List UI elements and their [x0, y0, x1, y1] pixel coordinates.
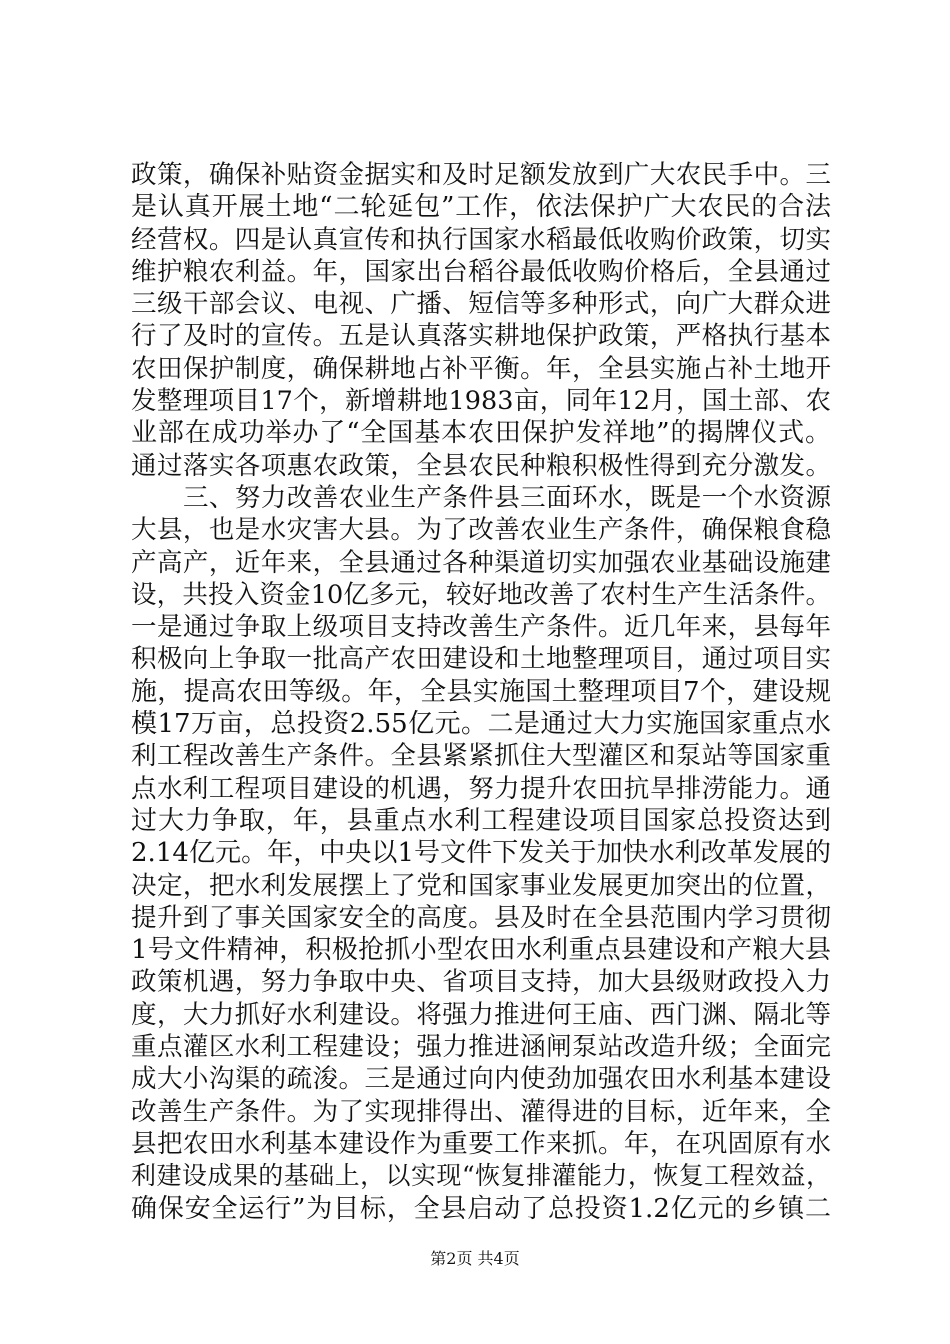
text-line: 行了及时的宣传。五是认真落实耕地保护政策，严格执行基本	[131, 321, 831, 352]
text-line: 决定，把水利发展摆上了党和国家事业发展更加突出的位置，	[131, 870, 831, 901]
text-line: 重点灌区水利工程建设；强力推进涵闸泵站改造升级；全面完	[131, 1032, 831, 1063]
text-line: 农田保护制度，确保耕地占补平衡。年，全县实施占补土地开	[131, 353, 831, 384]
text-line: 通过落实各项惠农政策，全县农民种粮积极性得到充分激发。	[131, 450, 831, 481]
text-line: 利建设成果的基础上，以实现“恢复排灌能力，恢复工程效益，	[131, 1161, 831, 1191]
text-line: 模17万亩，总投资2.55亿元。二是通过大力实施国家重点水	[131, 709, 831, 740]
text-line: 产高产，近年来，全县通过各种渠道切实加强农业基础设施建	[131, 547, 831, 578]
text-line: 1号文件精神，积极抢抓小型农田水利重点县建设和产粮大县	[131, 935, 831, 966]
text-line: 一是通过争取上级项目支持改善生产条件。近几年来，县每年	[131, 612, 831, 643]
text-line: 经营权。四是认真宣传和执行国家水稻最低收购价政策，切实	[131, 224, 831, 255]
text-line: 发整理项目17个，新增耕地1983亩，同年12月，国土部、农	[131, 386, 831, 417]
text-line: 点水利工程项目建设的机遇，努力提升农田抗旱排涝能力。通	[131, 773, 831, 804]
text-line: 维护粮农利益。年，国家出台稻谷最低收购价格后，全县通过	[131, 256, 831, 287]
text-line: 是认真开展土地“二轮延包”工作，依法保护广大农民的合法	[131, 192, 831, 223]
text-line: 三级干部会议、电视、广播、短信等多种形式，向广大群众进	[131, 289, 831, 320]
text-line: 业部在成功举办了“全国基本农田保护发祥地”的揭牌仪式。	[131, 418, 831, 449]
text-line: 提升到了事关国家安全的高度。县及时在全县范围内学习贯彻	[131, 902, 831, 933]
text-line: 大县，也是水灾害大县。为了改善农业生产条件，确保粮食稳	[131, 515, 831, 546]
text-line: 积极向上争取一批高产农田建设和土地整理项目，通过项目实	[131, 644, 831, 675]
text-line: 确保安全运行”为目标，全县启动了总投资1.2亿元的乡镇二	[131, 1193, 831, 1224]
text-line: 政策机遇，努力争取中央、省项目支持，加大县级财政投入力	[131, 967, 831, 998]
text-line: 施，提高农田等级。年，全县实施国土整理项目7个，建设规	[131, 676, 831, 707]
body-text	[131, 159, 831, 1225]
text-line: 过大力争取，年，县重点水利工程建设项目国家总投资达到	[131, 805, 831, 836]
text-line: 度，大力抓好水利建设。将强力推进何王庙、西门渊、隔北等	[131, 999, 831, 1030]
text-line: 改善生产条件。为了实现排得出、灌得进的目标，近年来，全	[131, 1096, 831, 1127]
text-line: 2.14亿元。年，中央以1号文件下发关于加快水利改革发展的	[131, 838, 831, 869]
paragraph-start-line: 三、努力改善农业生产条件县三面环水，既是一个水资源	[183, 482, 831, 513]
text-line: 设，共投入资金10亿多元，较好地改善了农村生产生活条件。	[131, 579, 831, 610]
text-line: 县把农田水利基本建设作为重要工作来抓。年，在巩固原有水	[131, 1128, 831, 1159]
text-line: 利工程改善生产条件。全县紧紧抓住大型灌区和泵站等国家重	[131, 741, 831, 772]
text-line: 政策，确保补贴资金据实和及时足额发放到广大农民手中。三	[131, 160, 831, 190]
page-number-label: 第2页 共4页	[430, 1249, 520, 1268]
text-line: 成大小沟渠的疏浚。三是通过向内使劲加强农田水利基本建设	[131, 1064, 831, 1095]
page-footer	[0, 1249, 950, 1269]
